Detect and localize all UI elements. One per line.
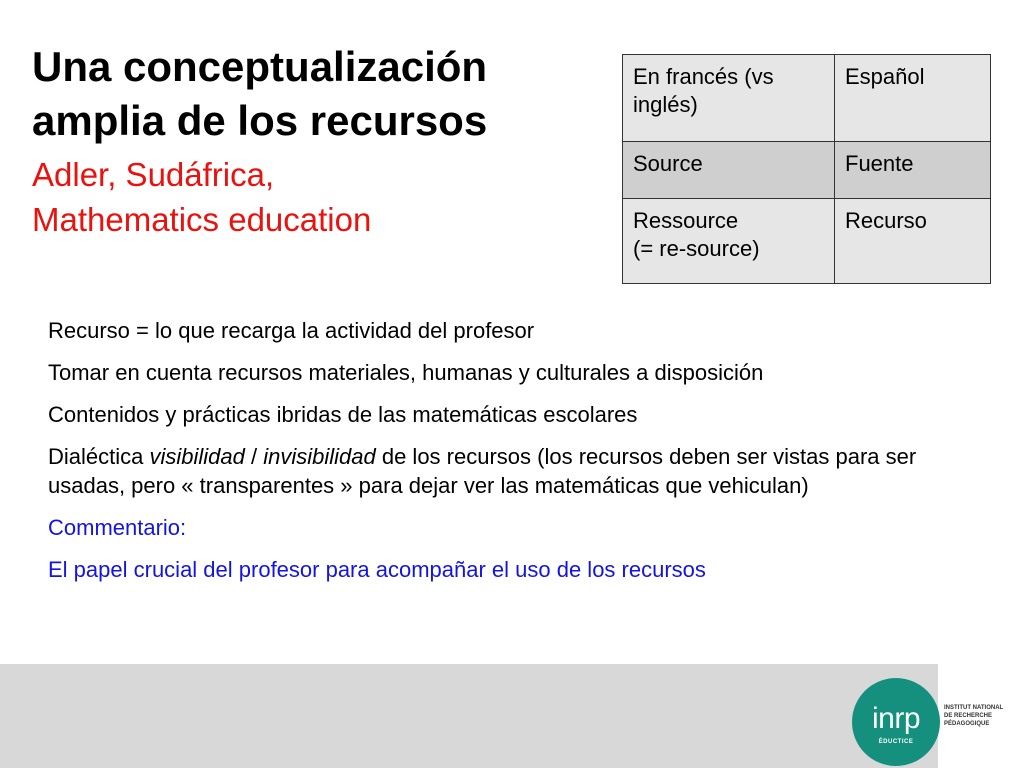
text-run: de los recursos (los recursos deben ser vistas para ser usadas, pero « transparentes » para dejar ver las matemáticas que vehiculan) [48,444,917,498]
slide-title: Una conceptualización amplia de los recursos [32,43,488,144]
emphasis-invisibilidad: invisibilidad [263,444,376,469]
institution-line: INSTITUT NATIONAL [944,705,1004,711]
text-run: / [244,444,264,469]
table-cell: Español [835,55,991,142]
emphasis-visibilidad: visibilidad [149,444,245,469]
body-line-dialectica [48,442,998,500]
inrp-logo [852,678,940,766]
table-row [623,199,991,284]
institution-line: DE RECHERCHE [944,713,993,719]
institution-name [944,704,1022,728]
footer-band [0,664,938,768]
table-cell: Recurso [835,199,991,284]
logo-subtext: ÉDUCTICE [878,739,914,745]
body-text [48,316,998,597]
body-line: Recurso = lo que recarga la actividad del profesor [48,318,535,343]
body-line: Contenidos y prácticas ibridas de las matemáticas escolares [48,402,638,427]
table-cell: Fuente [835,142,991,199]
table-row [623,142,991,199]
table-cell: Source [623,142,835,199]
table-cell: En francés (vs inglés) [623,55,835,142]
slide-subtitle: Adler, Sudáfrica, Mathematics education [32,156,372,238]
body-line: Tomar en cuenta recursos materiales, humanas y culturales a disposición [48,360,764,385]
comment-text: El papel crucial del profesor para acompañar el uso de los recursos [48,557,706,582]
title-block [32,40,602,242]
logo-word: inrp [871,702,921,735]
table-cell: Ressource (= re-source) [623,199,835,284]
text-run: Dialéctica [48,444,150,469]
table-row [623,55,991,142]
terminology-table [622,54,991,284]
comment-label: Commentario: [48,515,187,540]
institution-line: PÉDAGOGIQUE [944,721,990,727]
